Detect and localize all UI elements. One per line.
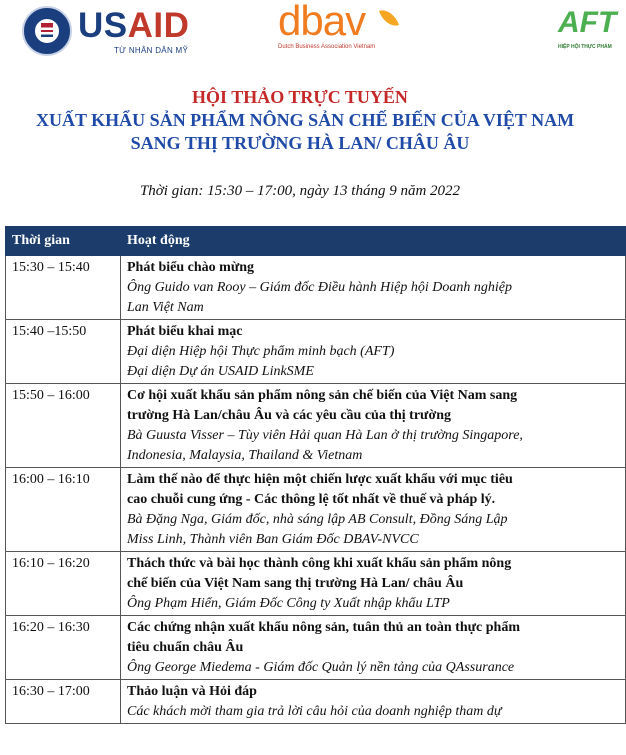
row-time: 16:00 – 16:10 bbox=[6, 468, 121, 552]
activity-title: Phát biểu chào mừng bbox=[127, 260, 255, 275]
row-time: 16:10 – 16:20 bbox=[6, 552, 121, 616]
activity-title: chế biến của Việt Nam sang thị trường Hà Lan/ châu Âu bbox=[127, 576, 464, 591]
leaf-icon bbox=[379, 6, 399, 30]
table-row bbox=[6, 680, 626, 724]
dbav-logo bbox=[278, 2, 408, 58]
table-row bbox=[6, 384, 626, 468]
activity-title: Các chứng nhận xuất khẩu nông sản, tuân thủ an toàn thực phẩm bbox=[127, 620, 520, 635]
speaker-line: Lan Việt Nam bbox=[127, 300, 204, 315]
table-row bbox=[6, 468, 626, 552]
row-activity bbox=[121, 256, 626, 320]
aft-tagline: HIỆP HỘI THỰC PHẨM bbox=[558, 44, 612, 50]
speaker-line: Đại diện Hiệp hội Thực phẩm minh bạch (AFT) bbox=[127, 344, 395, 359]
dbav-tagline: Dutch Business Association Vietnam bbox=[278, 44, 376, 50]
table-row bbox=[6, 256, 626, 320]
event-time: Thời gian: 15:30 – 17:00, ngày 13 tháng 9 năm 2022 bbox=[139, 183, 461, 199]
speaker-line: Ông Phạm Hiển, Giám Đốc Công ty Xuất nhập khẩu LTP bbox=[127, 596, 450, 611]
table-row bbox=[6, 320, 626, 384]
row-activity bbox=[121, 680, 626, 724]
row-activity bbox=[121, 320, 626, 384]
row-time: 16:20 – 16:30 bbox=[6, 616, 121, 680]
activity-title: Phát biểu khai mạc bbox=[127, 324, 243, 339]
agenda-table bbox=[5, 226, 626, 724]
usaid-seal-shield-icon bbox=[41, 23, 53, 37]
activity-title: Cơ hội xuất khẩu sản phẩm nông sản chế biến của Việt Nam sang bbox=[127, 388, 518, 403]
activity-title: Làm thế nào để thực hiện một chiến lược xuất khẩu với mục tiêu bbox=[127, 472, 513, 487]
header-time: Thời gian bbox=[6, 227, 121, 256]
activity-title: cao chuỗi cung ứng - Các thông lệ tốt nhất về thuế và pháp lý. bbox=[127, 492, 496, 507]
speaker-line: Ông Guido van Rooy – Giám đốc Điều hành Hiệp hội Doanh nghiệp bbox=[127, 280, 512, 295]
speaker-line: Bà Guusta Visser – Tùy viên Hải quan Hà Lan ở thị trường Singapore, bbox=[127, 428, 523, 443]
speaker-line: Bà Đặng Nga, Giám đốc, nhà sáng lập AB Consult, Đồng Sáng Lập bbox=[127, 512, 508, 527]
speaker-line: Indonesia, Malaysia, Thailand & Vietnam bbox=[127, 448, 363, 463]
activity-title: trường Hà Lan/châu Âu và các yêu cầu của thị trường bbox=[127, 408, 451, 423]
agenda-header-row bbox=[6, 227, 626, 256]
speaker-line: Đại diện Dự án USAID LinkSME bbox=[127, 364, 314, 379]
logo-bar bbox=[0, 0, 617, 70]
heading-line-3: SANG THỊ TRƯỜNG HÀ LAN/ CHÂU ÂU bbox=[130, 133, 470, 153]
activity-title: Thách thức và bài học thành công khi xuất khẩu sản phẩm nông bbox=[127, 556, 512, 571]
header-activity: Hoạt động bbox=[121, 227, 626, 256]
speaker-line: Ông George Miedema - Giám đốc Quản lý nền tảng của QAssurance bbox=[127, 660, 515, 675]
activity-title: tiêu chuẩn châu Âu bbox=[127, 640, 244, 655]
table-row bbox=[6, 616, 626, 680]
usaid-tagline: TỪ NHÂN DÂN MỸ bbox=[114, 46, 189, 55]
table-row bbox=[6, 552, 626, 616]
row-activity bbox=[121, 552, 626, 616]
heading-line-2: XUẤT KHẨU SẢN PHẨM NÔNG SẢN CHẾ BIẾN CỦA VIỆT NAM bbox=[36, 110, 575, 130]
row-time: 15:50 – 16:00 bbox=[6, 384, 121, 468]
usaid-wordmark: USAID bbox=[78, 6, 190, 45]
dbav-wordmark: dbav bbox=[278, 0, 366, 44]
aft-logo bbox=[558, 6, 618, 62]
row-time: 15:30 – 15:40 bbox=[6, 256, 121, 320]
row-activity bbox=[121, 468, 626, 552]
row-time: 16:30 – 17:00 bbox=[6, 680, 121, 724]
row-activity bbox=[121, 616, 626, 680]
row-activity bbox=[121, 384, 626, 468]
aft-wordmark: AFT bbox=[558, 6, 617, 39]
activity-title: Thảo luận và Hỏi đáp bbox=[127, 684, 257, 699]
speaker-line: Các khách mời tham gia trả lời câu hỏi của doanh nghiệp tham dự bbox=[127, 704, 502, 719]
row-time: 15:40 –15:50 bbox=[6, 320, 121, 384]
heading-line-1: HỘI THẢO TRỰC TUYẾN bbox=[192, 87, 408, 107]
speaker-line: Miss Linh, Thành viên Ban Giám Đốc DBAV-NVCC bbox=[127, 532, 419, 547]
